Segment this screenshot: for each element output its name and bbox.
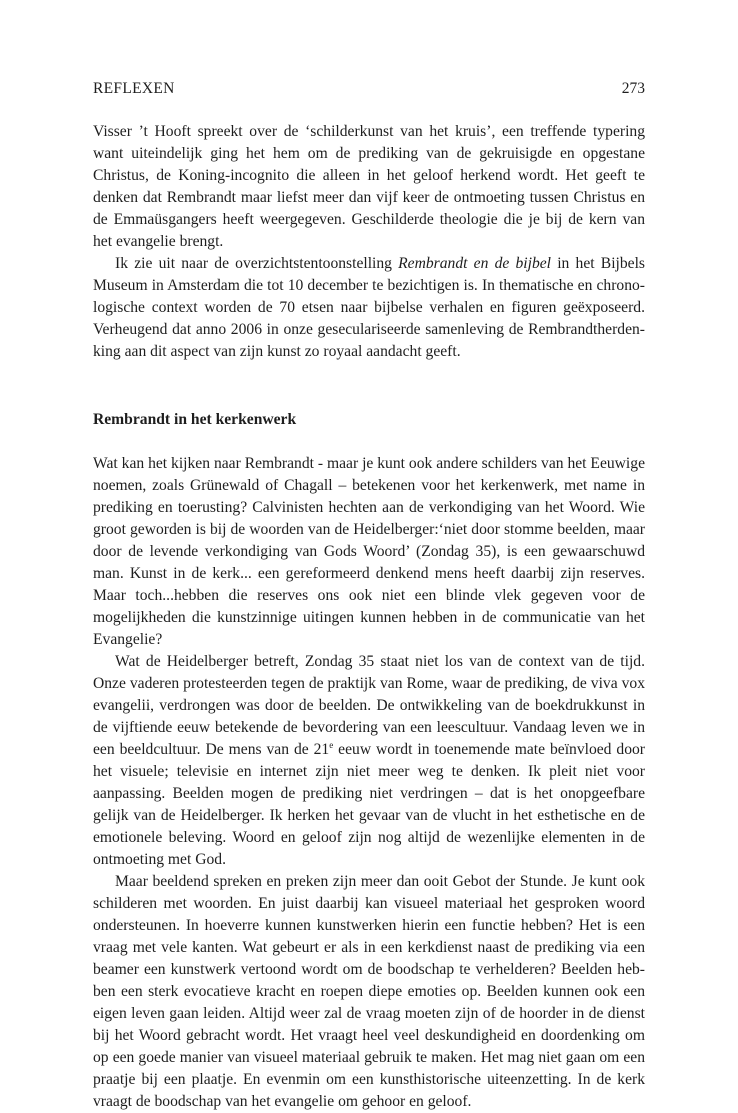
paragraph-beeldend-spreken: Maar beeldend spreken en preken zijn meer dan ooit Gebot der Stunde. Je kunt ook schilderen met woorden. En juist daarbij kan visueel materiaal het gesproken woord ondersteunen. In hoeverre kunnen kunstwerken hierin een functie hebben? Het is een vraag met vele kanten. Wat gebeurt er als in een kerkdienst naast de prediking via een beamer een kunstwerk vertoond wordt om de boodschap te verhelderen? Beelden hebben een sterk evocatieve kracht en roepen diepe emoties op. Beelden kunnen ook een eigen leven gaan leiden. Altijd weer zal de vraag moeten zijn of de hoorder in de dienst bij het Woord gebracht wordt. Het vraagt heel veel deskundigheid en doordenking om op een goede manier van visueel materiaal gebruik te maken. Het mag niet gaan om een praatje bij een plaatje. En evenmin om een kunsthistorische uiteenzetting. In de kerk vraagt de boodschap van het evangelie om gehoor en geloof. [93,873,645,1110]
body-text [93,121,645,1113]
section-heading: Rembrandt in het kerkenwerk [93,411,297,428]
paragraph-heidelberger [93,651,645,871]
paragraph-text: Wat de Heidelberger betreft, Zondag 35 staat niet los van de context van de tijd. Onze vaderen protesteerden tegen de praktijk van Rome, waar de prediking, de viva vox evangelii, verdrongen was door de beelden. De ontwikkeling van de boekdrukkunst in de vijftiende eeuw betekende de bevordering van een leescultuur. Vandaag leven we in een beeldcultuur. De mens van de 21 [93,653,645,758]
paragraph-text: Ik zie uit naar de overzichtstentoonstelling [115,255,399,272]
running-title: REFLEXEN [93,80,175,97]
paragraph-text: in het Bijbels Museum in Amsterdam die tot 10 december te bezichtigen is. In thematische en chronologische context worden de 70 etsen naar bijbelse verhalen en figuren geëxposeerd. Verheugend dat anno 2006 in onze geseculariseerde samenleving de Rembrandtherdenking aan dit aspect van zijn kunst zo royaal aandacht geeft. [93,255,645,360]
paragraph-text: eeuw wordt in toenemende mate beïnvloed door het visuele; televisie en internet zijn niet meer weg te denken. Ik pleit niet voor aanpassing. Beelden mogen de prediking niet verdringen – dat is het onopgeefbare gelijk van de Heidelberger. Ik herken het gevaar van de vlucht in het esthetische en de emotionele beleving. Woord en geloof zijn nog altijd de wezenlijke elementen in de ontmoeting met God. [93,741,645,868]
page-number: 273 [621,80,645,97]
paragraph-kerkenwerk: Wat kan het kijken naar Rembrandt - maar je kunt ook andere schilders van het Eeuwige noemen, zoals Grünewald of Chagall – betekenen voor het kerkenwerk, met name in prediking en toerusting? Calvinisten hechten aan de verkondiging van het Woord. Wie groot geworden is bij de woorden van de Heidelberger:‘niet door stomme beelden, maar door de levende verkondiging van Gods Woord’ (Zondag 35), is een gewaarschuwd man. Kunst in de kerk... een gereformeerd denkend mens heeft daarbij zijn reserves. Maar toch...hebben die reserves ons ook niet een blinde vlek gegeven voor de mogelijkheden die kunstzinnige uitingen kunnen hebben in de communicatie van het Evangelie? [93,455,645,648]
section-spacer [93,363,645,409]
exhibition-title: Rembrandt en de bijbel [398,255,552,272]
superscript: e [329,740,334,750]
section-spacer [93,431,645,453]
paragraph-overzichtstentoonstelling [93,253,645,363]
paragraph-visser-t-hooft: Visser ’t Hooft spreekt over de ‘schilderkunst van het kruis’, een treffende typering want uiteindelijk ging het hem om de prediking van de gekruisigde en opgestane Christus, de Koning-incognito die alleen in het geloof herkend wordt. Het geeft te denken dat Rembrandt maar liefst meer dan vijf keer de ontmoeting tussen Christus en de Emmaüsgangers heeft weergegeven. Geschilderde theologie die je bij de kern van het evangelie brengt. [93,123,645,250]
